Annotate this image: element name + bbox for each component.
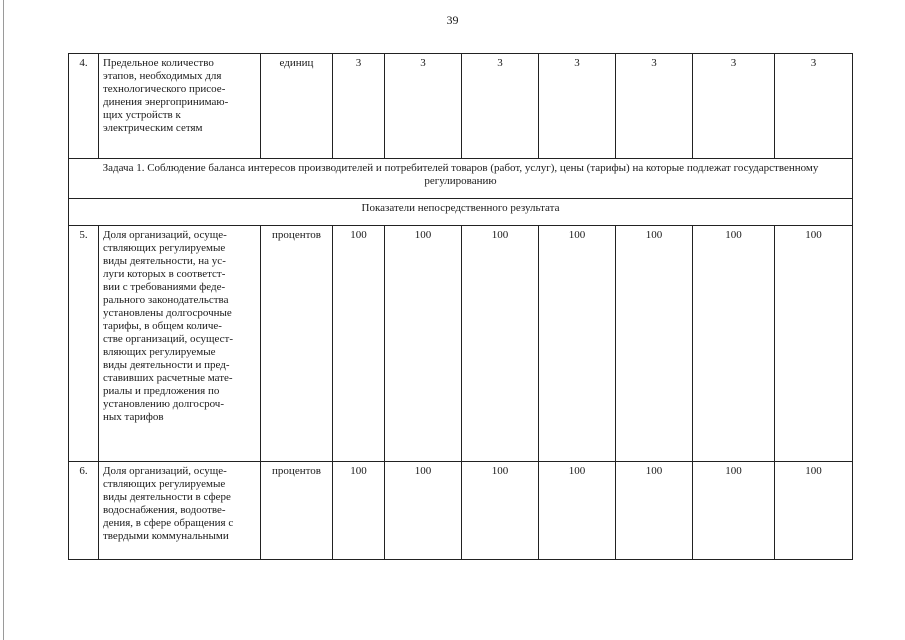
indicator-name-line: установлены долгосрочные — [103, 307, 232, 319]
value-cell: 100 — [333, 462, 385, 560]
page-left-edge — [3, 0, 4, 640]
indicator-name-line: Доля организаций, осуще- — [103, 229, 227, 241]
indicator-name — [99, 462, 261, 560]
value-cell: 100 — [775, 226, 853, 462]
value-cell: 100 — [539, 462, 616, 560]
indicator-name-line: луги которых в соответст- — [103, 268, 226, 280]
indicator-name-line: рального законодательства — [103, 294, 229, 306]
table-body — [69, 54, 853, 560]
indicator-row — [69, 462, 853, 560]
unit-cell: единиц — [261, 54, 333, 159]
indicator-name-line: технологического присое- — [103, 83, 226, 95]
indicator-name-line: динения энергопринимаю- — [103, 96, 229, 108]
indicator-name-line: ствляющих регулируемые — [103, 478, 226, 490]
section-row — [69, 199, 853, 226]
value-cell: 3 — [693, 54, 775, 159]
value-cell: 100 — [693, 462, 775, 560]
indicator-row — [69, 54, 853, 159]
indicator-name-line: водоснабжения, водоотве- — [103, 504, 226, 516]
section-heading: Задача 1. Соблюдение баланса интересов производителей и потребителей товаров (работ, услуг), цены (тарифы) на которые подлежат государственному регулированию — [69, 159, 853, 199]
value-cell: 100 — [385, 226, 462, 462]
value-cell: 100 — [462, 462, 539, 560]
section-heading: Показатели непосредственного результата — [69, 199, 853, 226]
indicator-name-line: ствляющих регулируемые — [103, 242, 226, 254]
value-cell: 100 — [539, 226, 616, 462]
unit-cell: процентов — [261, 462, 333, 560]
page-number: 39 — [446, 13, 459, 27]
indicator-name-line: вляющих регулируемые — [103, 346, 216, 358]
indicator-name-line: ставивших расчетные мате- — [103, 372, 233, 384]
value-cell: 3 — [462, 54, 539, 159]
indicator-name-line: щих устройств к — [103, 109, 181, 121]
value-cell: 100 — [385, 462, 462, 560]
indicators-table — [68, 53, 853, 560]
indicator-name-line: этапов, необходимых для — [103, 70, 222, 82]
indicator-name-line: стве организаций, осущест- — [103, 333, 233, 345]
value-cell: 3 — [616, 54, 693, 159]
indicator-name-line: твердыми коммунальными — [103, 530, 229, 542]
indicator-name-line: виды деятельности, на ус- — [103, 255, 226, 267]
indicator-name-line: риалы и предложения по — [103, 385, 220, 397]
indicator-name — [99, 226, 261, 462]
value-cell: 100 — [693, 226, 775, 462]
value-cell: 3 — [775, 54, 853, 159]
value-cell: 3 — [333, 54, 385, 159]
value-cell: 100 — [616, 226, 693, 462]
unit-cell: процентов — [261, 226, 333, 462]
indicator-name-line: Доля организаций, осуще- — [103, 465, 227, 477]
indicator-name-line: ных тарифов — [103, 411, 164, 423]
section-row — [69, 159, 853, 199]
indicator-name-line: электрическим сетям — [103, 122, 203, 134]
indicator-row — [69, 226, 853, 462]
indicator-name-line: виды деятельности и пред- — [103, 359, 230, 371]
row-number: 4. — [69, 54, 99, 159]
indicator-name-line: тарифы, в общем количе- — [103, 320, 222, 332]
indicator-name — [99, 54, 261, 159]
row-number: 5. — [69, 226, 99, 462]
row-number: 6. — [69, 462, 99, 560]
indicator-name-line: вии с требованиями феде- — [103, 281, 226, 293]
indicator-name-line: Предельное количество — [103, 57, 214, 69]
indicator-name-line: установлению долгосроч- — [103, 398, 224, 410]
value-cell: 100 — [775, 462, 853, 560]
value-cell: 100 — [616, 462, 693, 560]
value-cell: 3 — [539, 54, 616, 159]
value-cell: 100 — [462, 226, 539, 462]
indicator-name-line: виды деятельности в сфере — [103, 491, 231, 503]
value-cell: 3 — [385, 54, 462, 159]
indicator-name-line: дения, в сфере обращения с — [103, 517, 234, 529]
value-cell: 100 — [333, 226, 385, 462]
